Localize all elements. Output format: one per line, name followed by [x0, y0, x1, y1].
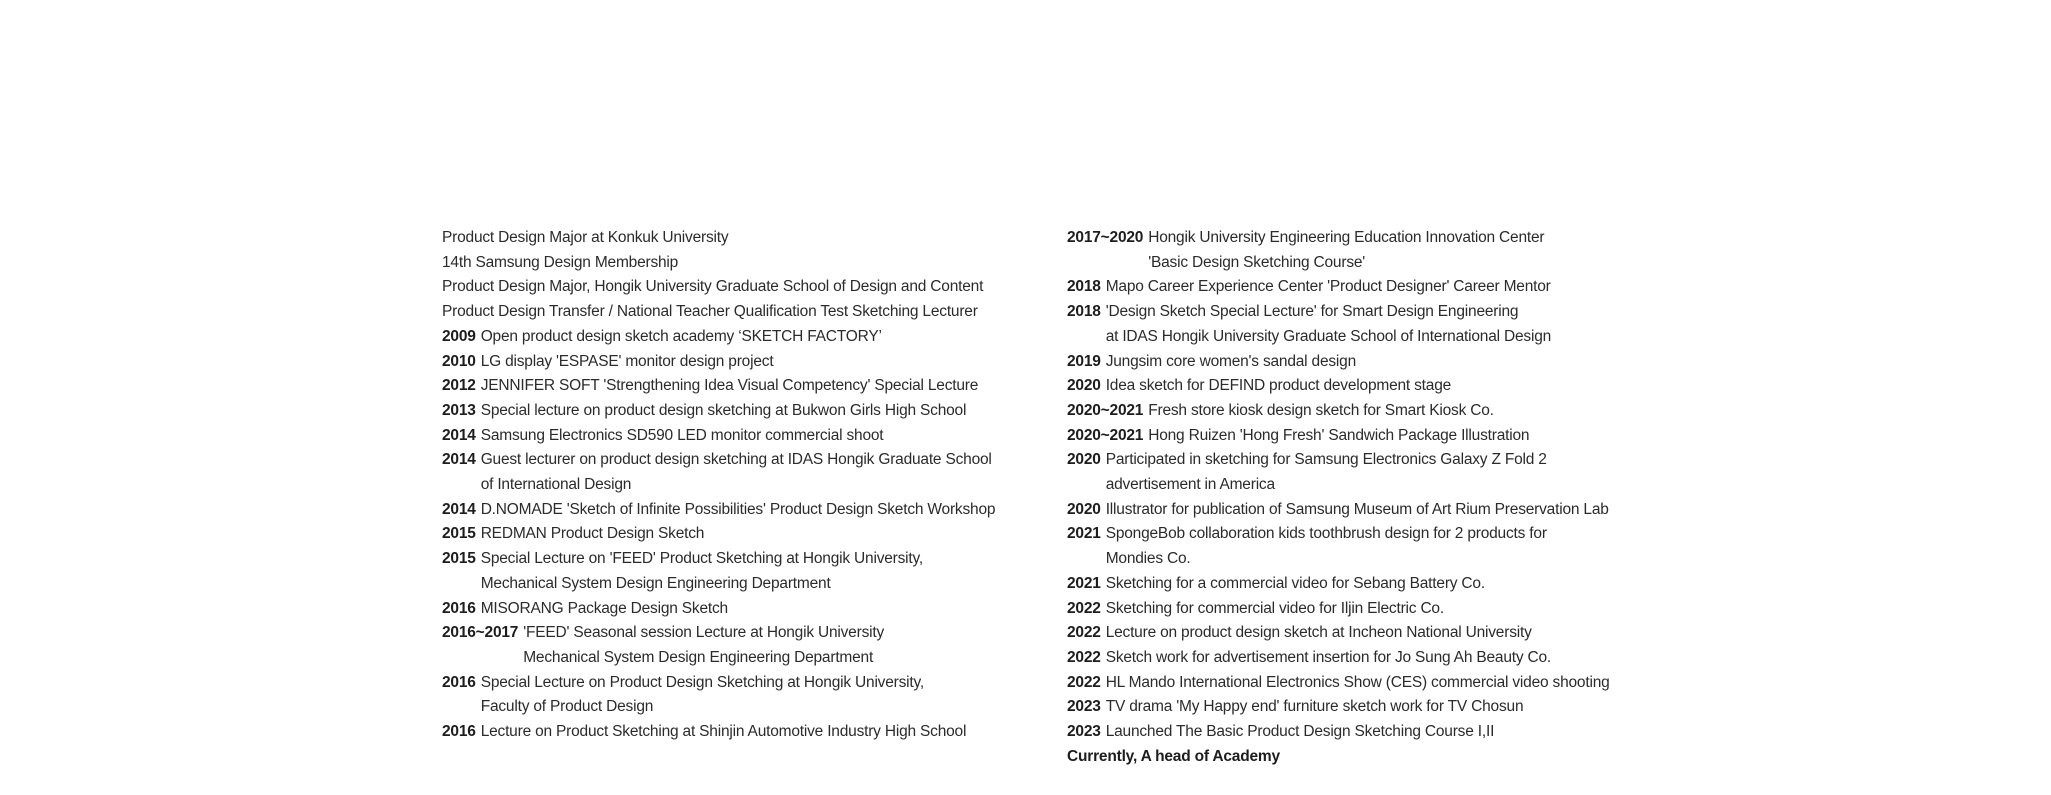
entry-text: HL Mando International Electronics Show (CES) commercial video shooting — [1105, 673, 1610, 691]
career-entry — [442, 275, 1022, 300]
entry-continuation: advertisement in America — [1105, 476, 1275, 494]
entry-text: Lecture on Product Sketching at Shinjin Automotive Industry High School — [480, 723, 967, 741]
entry-text: REDMAN Product Design Sketch — [480, 525, 705, 543]
entry-text: Launched The Basic Product Design Sketching Course I,II — [1105, 723, 1495, 741]
entry-year: 2020~2021 — [1067, 401, 1144, 419]
entry-year: 2016~2017 — [442, 624, 519, 642]
entry-year: 2016 — [442, 599, 476, 617]
entry-continuation: Mechanical System Design Engineering Department — [523, 648, 874, 666]
entry-continuation: 'Basic Design Sketching Course' — [1148, 253, 1366, 271]
career-items-right — [1067, 226, 1707, 745]
entry-year: 2022 — [1067, 648, 1101, 666]
entry-year: 2021 — [1067, 525, 1101, 543]
entry-year: 2023 — [1067, 698, 1101, 716]
entry-year: 2020 — [1067, 500, 1101, 518]
entry-text: Special lecture on product design sketching at Bukwon Girls High School — [480, 401, 967, 419]
career-entry — [442, 374, 1022, 399]
entry-year: 2020 — [1067, 451, 1101, 469]
entry-text: Illustrator for publication of Samsung Museum of Art Rium Preservation Lab — [1105, 500, 1609, 518]
entry-year: 2015 — [442, 550, 476, 568]
career-entry — [1067, 646, 1707, 671]
career-list-left — [442, 226, 1022, 745]
entry-text: Jungsim core women's sandal design — [1105, 352, 1357, 370]
career-entry — [442, 720, 1022, 745]
career-entry — [442, 226, 1022, 251]
career-entry — [1067, 720, 1707, 745]
entry-year: 2022 — [1067, 673, 1101, 691]
career-entry — [1067, 350, 1707, 375]
career-entry — [1067, 374, 1707, 399]
career-entry — [442, 448, 1022, 473]
career-entry — [1067, 621, 1707, 646]
career-entry — [442, 547, 1022, 572]
career-entry — [1067, 399, 1707, 424]
entry-text: Product Design Major at Konkuk University — [442, 229, 729, 246]
career-entry — [1067, 572, 1707, 597]
career-entry — [442, 498, 1022, 523]
entry-year: 2022 — [1067, 599, 1101, 617]
entry-text: Product Design Major, Hongik University Graduate School of Design and Content — [442, 278, 984, 296]
career-entry — [1067, 522, 1707, 547]
career-entry — [1067, 671, 1707, 696]
entry-year: 2022 — [1067, 624, 1101, 642]
entry-year: 2014 — [442, 500, 476, 518]
entry-text: 'FEED' Seasonal session Lecture at Hongik University — [523, 624, 885, 642]
career-entry — [1067, 226, 1707, 251]
entry-year: 2023 — [1067, 723, 1101, 741]
entry-continuation: Mondies Co. — [1105, 550, 1191, 568]
entry-text: LG display 'ESPASE' monitor design project — [480, 352, 774, 370]
career-entry — [1067, 498, 1707, 523]
entry-text: Product Design Transfer / National Teacher Qualification Test Sketching Lecturer — [442, 303, 978, 321]
entry-text: SpongeBob collaboration kids toothbrush design for 2 products for — [1105, 525, 1547, 543]
entry-text: MISORANG Package Design Sketch — [480, 599, 728, 617]
career-entry — [442, 671, 1022, 696]
entry-year: 2018 — [1067, 303, 1101, 321]
entry-continuation: Faculty of Product Design — [480, 698, 654, 716]
entry-year: 2020 — [1067, 377, 1101, 395]
entry-text: Mapo Career Experience Center 'Product Designer' Career Mentor — [1105, 278, 1551, 296]
career-entry — [1067, 597, 1707, 622]
career-entry — [442, 424, 1022, 449]
entry-text: Hong Ruizen 'Hong Fresh' Sandwich Package Illustration — [1148, 426, 1530, 444]
entry-text: Guest lecturer on product design sketching at IDAS Hongik Graduate School — [480, 451, 992, 469]
entry-continuation: of International Design — [480, 476, 632, 494]
entry-continuation: at IDAS Hongik University Graduate School of International Design — [1105, 327, 1552, 345]
career-entry — [1067, 424, 1707, 449]
career-entry — [442, 300, 1022, 325]
entry-text: D.NOMADE 'Sketch of Infinite Possibilities' Product Design Sketch Workshop — [480, 500, 996, 518]
entry-text: Sketch work for advertisement insertion for Jo Sung Ah Beauty Co. — [1105, 648, 1552, 666]
career-entry — [442, 522, 1022, 547]
entry-year: 2015 — [442, 525, 476, 543]
career-entry — [1067, 300, 1707, 325]
entry-continuation: Mechanical System Design Engineering Department — [480, 574, 831, 592]
entry-year: 2021 — [1067, 574, 1101, 592]
career-entry — [1067, 448, 1707, 473]
career-entry — [442, 597, 1022, 622]
entry-text: Special Lecture on 'FEED' Product Sketching at Hongik University, — [480, 550, 924, 568]
entry-text: Open product design sketch academy ‘SKETCH FACTORY’ — [480, 327, 882, 345]
entry-text: TV drama 'My Happy end' furniture sketch work for TV Chosun — [1105, 698, 1524, 716]
career-entry — [442, 350, 1022, 375]
entry-text: 'Design Sketch Special Lecture' for Smart Design Engineering — [1105, 303, 1519, 321]
entry-text: Participated in sketching for Samsung Electronics Galaxy Z Fold 2 — [1105, 451, 1547, 469]
entry-year: 2009 — [442, 327, 476, 345]
career-entry — [442, 399, 1022, 424]
entry-year: 2018 — [1067, 278, 1101, 296]
entry-year: 2010 — [442, 352, 476, 370]
career-list-right — [1067, 226, 1707, 769]
career-entry — [1067, 695, 1707, 720]
entry-year: 2020~2021 — [1067, 426, 1144, 444]
entry-year: 2017~2020 — [1067, 229, 1144, 246]
entry-year: 2016 — [442, 723, 476, 741]
entry-text: JENNIFER SOFT 'Strengthening Idea Visual Competency' Special Lecture — [480, 377, 979, 395]
entry-text: Samsung Electronics SD590 LED monitor commercial shoot — [480, 426, 884, 444]
entry-year: 2013 — [442, 401, 476, 419]
entry-text: Lecture on product design sketch at Incheon National University — [1105, 624, 1532, 642]
entry-text: 14th Samsung Design Membership — [442, 253, 679, 271]
entry-text: Hongik University Engineering Education Innovation Center — [1148, 229, 1545, 246]
entry-text: Special Lecture on Product Design Sketching at Hongik University, — [480, 673, 925, 691]
entry-year: 2016 — [442, 673, 476, 691]
career-entry — [1067, 275, 1707, 300]
entry-year: 2012 — [442, 377, 476, 395]
entry-text: Idea sketch for DEFIND product development stage — [1105, 377, 1452, 395]
career-entry — [442, 621, 1022, 646]
career-entry — [442, 251, 1022, 276]
entry-text: Sketching for commercial video for Iljin Electric Co. — [1105, 599, 1444, 617]
career-entry — [442, 325, 1022, 350]
entry-year: 2014 — [442, 451, 476, 469]
entry-text: Sketching for a commercial video for Sebang Battery Co. — [1105, 574, 1485, 592]
entry-text: Fresh store kiosk design sketch for Smart Kiosk Co. — [1148, 401, 1494, 419]
entry-year: 2014 — [442, 426, 476, 444]
current-position: Currently, A head of Academy — [1067, 747, 1280, 765]
entry-year: 2019 — [1067, 352, 1101, 370]
